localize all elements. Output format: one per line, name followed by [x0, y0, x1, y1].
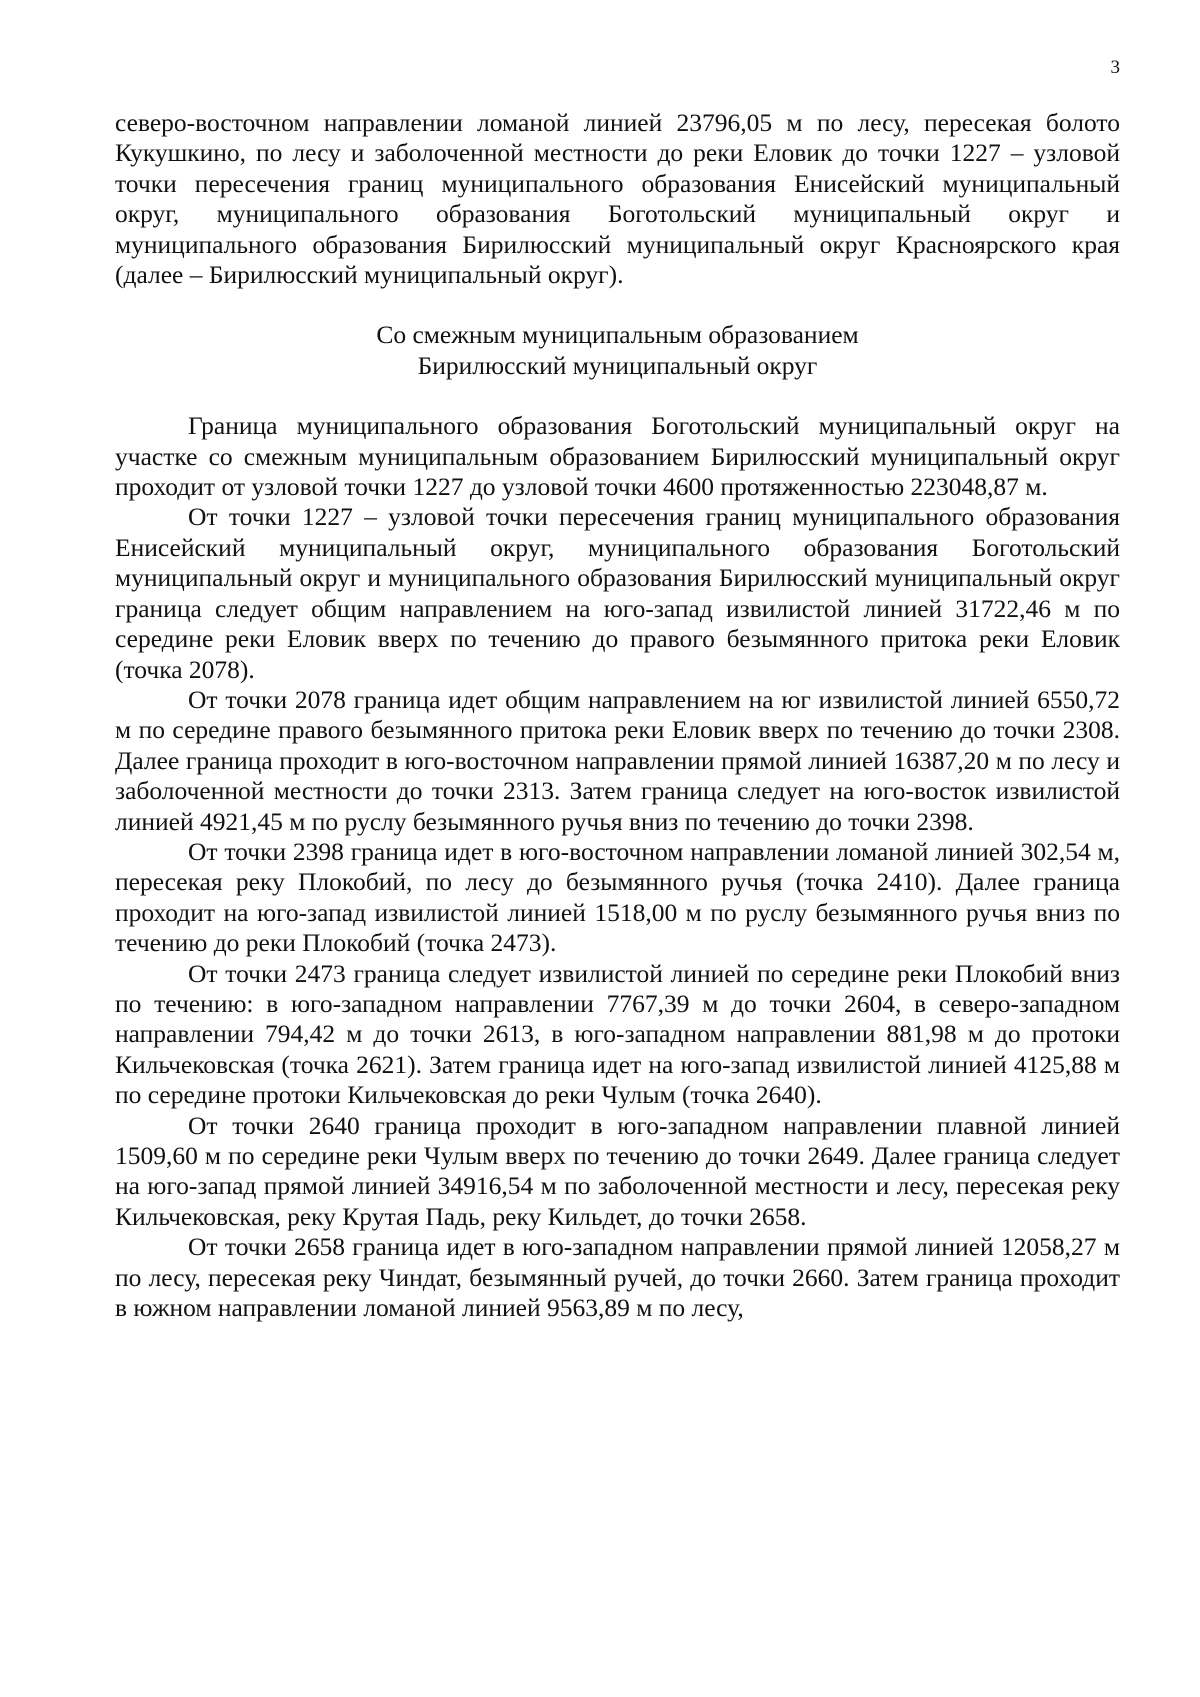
- paragraph: От точки 2398 граница идет в юго-восточном направлении ломаной линией 302,54 м, пересекая реку Плокобий, по лесу до безымянного ручья (точка 2410). Далее граница проходит на юго-запад извилистой линией 1518,00 м по руслу безымянного ручья вниз по течению до реки Плокобий (точка 2473).: [115, 836, 1120, 958]
- document-body: [115, 108, 1120, 1323]
- paragraph: От точки 2078 граница идет общим направлением на юг извилистой линией 6550,72 м по середине правого безымянного притока реки Еловик вверх по течению до точки 2308. Далее граница проходит в юго-восточном направлении прямой линией 16387,20 м по лесу и заболоченной местности до точки 2313. Затем граница следует на юго-восток извилистой линией 4921,45 м по руслу безымянного ручья вниз по течению до точки 2398.: [115, 684, 1120, 836]
- paragraph-continuation: северо-восточном направлении ломаной линией 23796,05 м по лесу, пересекая болото Кукушкино, по лесу и заболоченной местности до реки Еловик до точки 1227 – узловой точки пересечения границ муниципального образования Енисейский муниципальный округ, муниципального образования Боготольский муниципальный округ и муниципального образования Бирилюсский муниципальный округ Красноярского края (далее – Бирилюсский муниципальный округ).: [115, 108, 1120, 290]
- section-heading-line-2: Бирилюсский муниципальный округ: [417, 350, 818, 380]
- section-heading-line-1: Со смежным муниципальным образованием: [376, 320, 859, 350]
- paragraph: От точки 1227 – узловой точки пересечения границ муниципального образования Енисейский муниципальный округ, муниципального образования Боготольский муниципальный округ и муниципального образования Бирилюсский муниципальный округ граница следует общим направлением на юго-запад извилистой линией 31722,46 м по середине реки Еловик вверх по течению до правого безымянного притока реки Еловик (точка 2078).: [115, 502, 1120, 684]
- page-number: 3: [1110, 57, 1120, 78]
- paragraph: От точки 2640 граница проходит в юго-западном направлении плавной линией 1509,60 м по середине реки Чулым вверх по течению до точки 2649. Далее граница следует на юго-запад прямой линией 34916,54 м по заболоченной местности и лесу, пересекая реку Кильчековская, реку Крутая Падь, реку Кильдет, до точки 2658.: [115, 1110, 1120, 1231]
- paragraph: От точки 2473 граница следует извилистой линией по середине реки Плокобий вниз по течению: в юго-западном направлении 7767,39 м до точки 2604, в северо-западном направлении 794,42 м до точки 2613, в юго-западном направлении 881,98 м до протоки Кильчековская (точка 2621). Затем граница идет на юго-запад извилистой линией 4125,88 м по середине протоки Кильчековская до реки Чулым (точка 2640).: [115, 958, 1120, 1110]
- section-heading: [115, 320, 1120, 381]
- paragraph: Граница муниципального образования Боготольский муниципальный округ на участке со смежным муниципальным образованием Бирилюсский муниципальный округ проходит от узловой точки 1227 до узловой точки 4600 протяженностью 223048,87 м.: [115, 411, 1120, 502]
- paragraph: От точки 2658 граница идет в юго-западном направлении прямой линией 12058,27 м по лесу, пересекая реку Чиндат, безымянный ручей, до точки 2660. Затем граница проходит в южном направлении ломаной линией 9563,89 м по лесу,: [115, 1232, 1120, 1323]
